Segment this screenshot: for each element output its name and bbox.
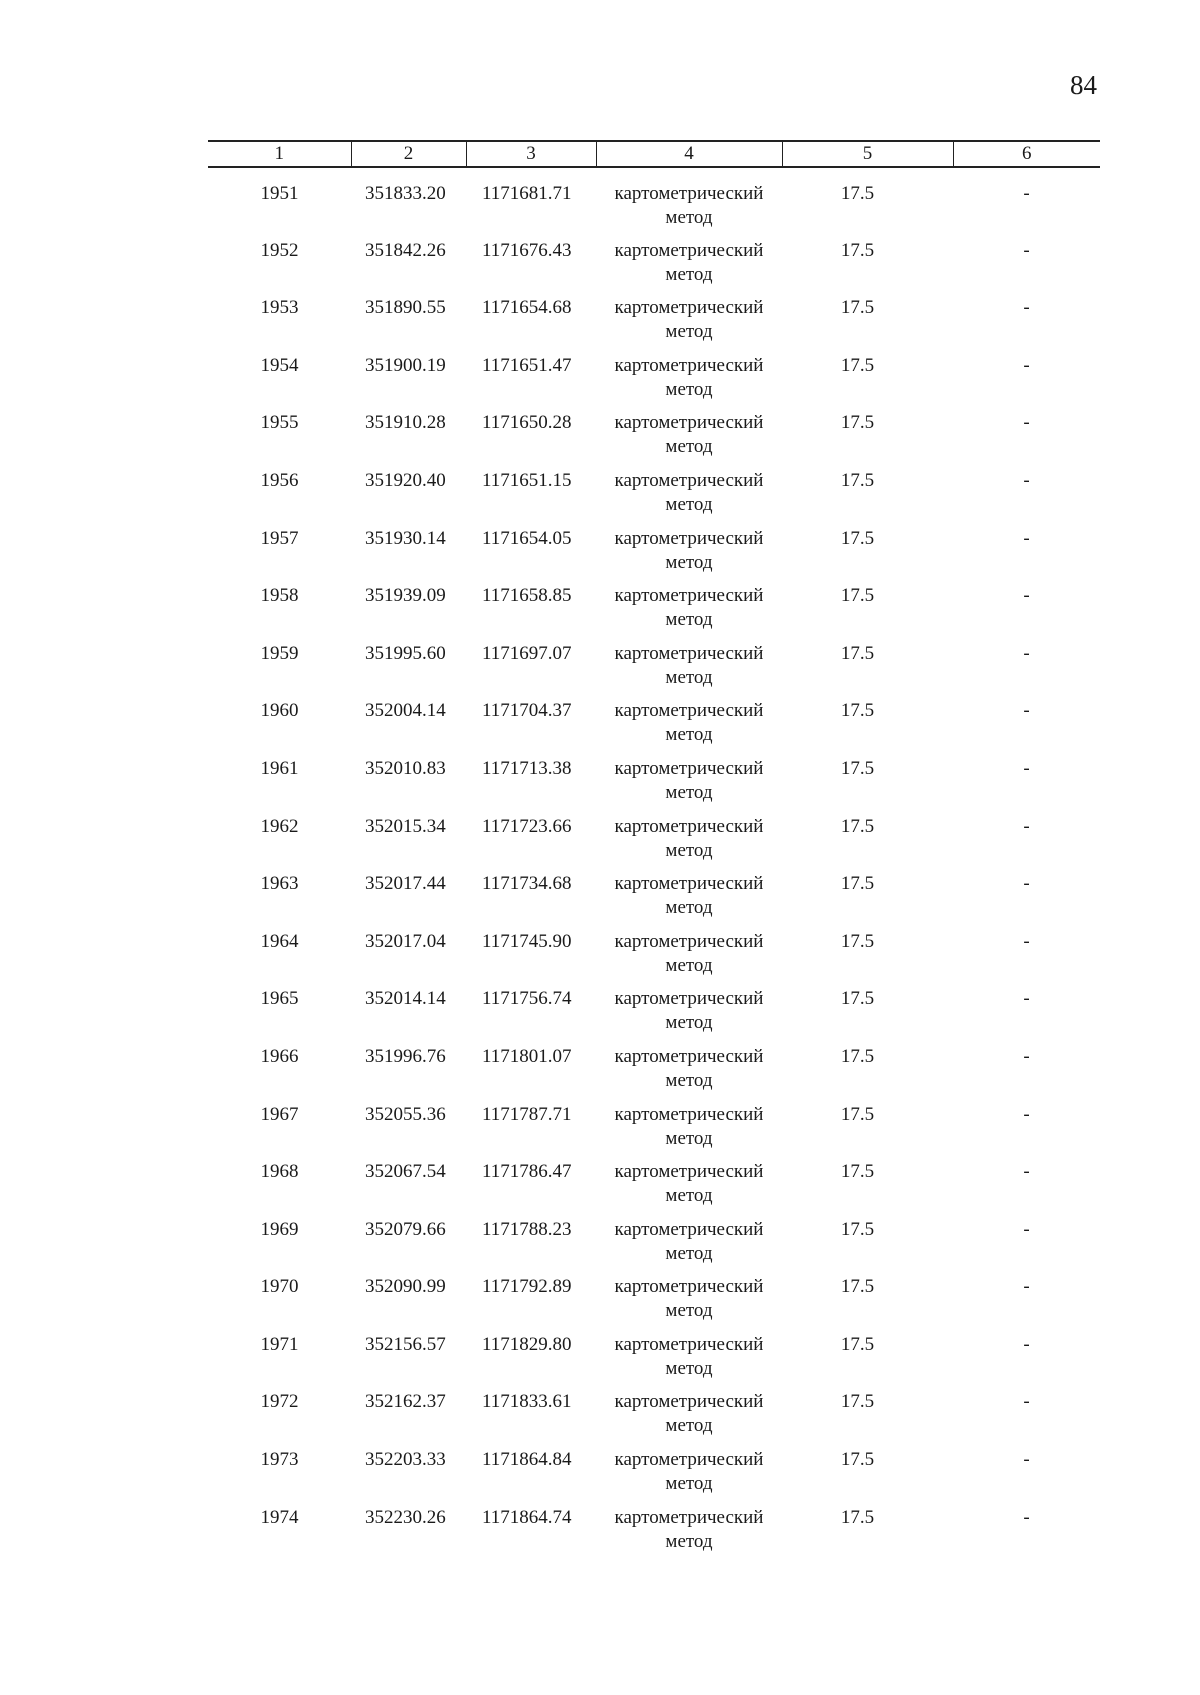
method-text-line1: картометрический xyxy=(614,1506,764,1528)
method-text-line2: метод xyxy=(665,1012,713,1034)
x-coordinate-cell: 351920.40 xyxy=(365,469,446,491)
y-coordinate-cell: 1171713.38 xyxy=(482,757,572,779)
y-coordinate-cell: 1171833.61 xyxy=(482,1391,572,1413)
accuracy-cell: 17.5 xyxy=(840,815,875,837)
point-number-cell: 1971 xyxy=(260,1333,299,1355)
accuracy-cell: 17.5 xyxy=(840,585,875,607)
method-cell xyxy=(596,1275,782,1333)
y-coordinate-cell: 1171864.74 xyxy=(482,1506,572,1528)
note-cell: - xyxy=(1023,297,1030,319)
accuracy-cell: 17.5 xyxy=(840,297,875,319)
method-text-line1: картометрический xyxy=(614,354,764,376)
header-row xyxy=(208,141,1100,167)
table-row xyxy=(208,1333,1100,1391)
method-cell xyxy=(596,167,782,239)
method-cell xyxy=(596,699,782,757)
point-number-cell: 1964 xyxy=(260,930,299,952)
x-coordinate-cell: 351995.60 xyxy=(365,642,446,664)
method-text-line1: картометрический xyxy=(614,183,764,204)
method-cell xyxy=(596,527,782,585)
y-coordinate-cell: 1171801.07 xyxy=(482,1045,572,1067)
method-text-line2: метод xyxy=(665,666,713,688)
x-coordinate-cell: 351833.20 xyxy=(365,183,446,204)
x-coordinate-cell: 352162.37 xyxy=(365,1391,446,1413)
accuracy-cell: 17.5 xyxy=(840,1161,875,1183)
point-number-cell: 1969 xyxy=(260,1218,299,1240)
method-cell xyxy=(596,296,782,354)
method-cell xyxy=(596,815,782,873)
accuracy-cell: 17.5 xyxy=(840,1449,875,1471)
x-coordinate-cell: 351939.09 xyxy=(365,585,446,607)
method-text-line1: картометрический xyxy=(614,988,764,1010)
note-cell: - xyxy=(1023,815,1030,837)
method-text-line1: картометрический xyxy=(614,1449,764,1471)
point-number-cell: 1967 xyxy=(260,1103,299,1125)
column-header-5: 5 xyxy=(782,141,953,167)
x-coordinate-cell: 352055.36 xyxy=(365,1103,446,1125)
note-cell: - xyxy=(1023,930,1030,952)
table-row xyxy=(208,757,1100,815)
method-cell xyxy=(596,1103,782,1161)
method-text-line1: картометрический xyxy=(614,469,764,491)
note-cell: - xyxy=(1023,1391,1030,1413)
note-cell: - xyxy=(1023,239,1030,261)
accuracy-cell: 17.5 xyxy=(840,183,875,204)
point-number-cell: 1972 xyxy=(260,1391,299,1413)
table-row xyxy=(208,1103,1100,1161)
table-row xyxy=(208,239,1100,297)
coordinates-table xyxy=(208,140,1100,1563)
method-text-line2: метод xyxy=(665,321,713,343)
method-cell xyxy=(596,642,782,700)
accuracy-cell: 17.5 xyxy=(840,1103,875,1125)
y-coordinate-cell: 1171658.85 xyxy=(482,585,572,607)
method-text-line1: картометрический xyxy=(614,1218,764,1240)
y-coordinate-cell: 1171650.28 xyxy=(482,412,572,434)
table-header xyxy=(208,141,1100,167)
method-text-line1: картометрический xyxy=(614,412,764,434)
y-coordinate-cell: 1171787.71 xyxy=(482,1103,572,1125)
x-coordinate-cell: 352004.14 xyxy=(365,700,446,722)
method-text-line2: метод xyxy=(665,609,713,631)
method-text-line1: картометрический xyxy=(614,1045,764,1067)
x-coordinate-cell: 351900.19 xyxy=(365,354,446,376)
point-number-cell: 1953 xyxy=(260,297,299,319)
note-cell: - xyxy=(1023,1506,1030,1528)
method-text-line1: картометрический xyxy=(614,930,764,952)
method-cell xyxy=(596,1506,782,1564)
x-coordinate-cell: 352230.26 xyxy=(365,1506,446,1528)
table-row xyxy=(208,411,1100,469)
x-coordinate-cell: 352079.66 xyxy=(365,1218,446,1240)
method-cell xyxy=(596,757,782,815)
table-row xyxy=(208,527,1100,585)
note-cell: - xyxy=(1023,873,1030,895)
column-header-3: 3 xyxy=(466,141,596,167)
method-text-line2: метод xyxy=(665,1357,713,1379)
method-cell xyxy=(596,469,782,527)
column-header-6: 6 xyxy=(953,141,1100,167)
method-text-line2: метод xyxy=(665,839,713,861)
method-text-line2: метод xyxy=(665,954,713,976)
point-number-cell: 1963 xyxy=(260,873,299,895)
method-cell xyxy=(596,584,782,642)
accuracy-cell: 17.5 xyxy=(840,1045,875,1067)
table-row xyxy=(208,1045,1100,1103)
x-coordinate-cell: 352017.44 xyxy=(365,873,446,895)
method-text-line1: картометрический xyxy=(614,1391,764,1413)
method-text-line1: картометрический xyxy=(614,873,764,895)
column-header-4: 4 xyxy=(596,141,782,167)
note-cell: - xyxy=(1023,527,1030,549)
x-coordinate-cell: 352014.14 xyxy=(365,988,446,1010)
y-coordinate-cell: 1171792.89 xyxy=(482,1276,572,1298)
method-cell xyxy=(596,411,782,469)
y-coordinate-cell: 1171681.71 xyxy=(482,183,572,204)
accuracy-cell: 17.5 xyxy=(840,988,875,1010)
point-number-cell: 1961 xyxy=(260,757,299,779)
method-cell xyxy=(596,1045,782,1103)
x-coordinate-cell: 352015.34 xyxy=(365,815,446,837)
note-cell: - xyxy=(1023,1045,1030,1067)
table-row xyxy=(208,167,1100,239)
y-coordinate-cell: 1171654.68 xyxy=(482,297,572,319)
y-coordinate-cell: 1171654.05 xyxy=(482,527,572,549)
x-coordinate-cell: 351890.55 xyxy=(365,297,446,319)
accuracy-cell: 17.5 xyxy=(840,1218,875,1240)
method-text-line2: метод xyxy=(665,1473,713,1495)
y-coordinate-cell: 1171651.47 xyxy=(482,354,572,376)
method-cell xyxy=(596,239,782,297)
y-coordinate-cell: 1171829.80 xyxy=(482,1333,572,1355)
table-row xyxy=(208,1218,1100,1276)
method-text-line1: картометрический xyxy=(614,239,764,261)
method-cell xyxy=(596,1160,782,1218)
accuracy-cell: 17.5 xyxy=(840,1276,875,1298)
method-text-line2: метод xyxy=(665,1242,713,1264)
method-text-line2: метод xyxy=(665,1127,713,1149)
x-coordinate-cell: 352203.33 xyxy=(365,1449,446,1471)
x-coordinate-cell: 351910.28 xyxy=(365,412,446,434)
point-number-cell: 1952 xyxy=(260,239,299,261)
table-row xyxy=(208,354,1100,412)
accuracy-cell: 17.5 xyxy=(840,700,875,722)
point-number-cell: 1954 xyxy=(260,354,299,376)
method-cell xyxy=(596,354,782,412)
x-coordinate-cell: 351930.14 xyxy=(365,527,446,549)
y-coordinate-cell: 1171704.37 xyxy=(482,700,572,722)
y-coordinate-cell: 1171723.66 xyxy=(482,815,572,837)
method-text-line2: метод xyxy=(665,1300,713,1322)
table-body xyxy=(208,167,1100,1563)
point-number-cell: 1970 xyxy=(260,1276,299,1298)
accuracy-cell: 17.5 xyxy=(840,527,875,549)
method-cell xyxy=(596,1448,782,1506)
point-number-cell: 1973 xyxy=(260,1449,299,1471)
accuracy-cell: 17.5 xyxy=(840,757,875,779)
method-text-line1: картометрический xyxy=(614,585,764,607)
method-text-line1: картометрический xyxy=(614,297,764,319)
accuracy-cell: 17.5 xyxy=(840,354,875,376)
method-text-line2: метод xyxy=(665,1530,713,1552)
x-coordinate-cell: 352156.57 xyxy=(365,1333,446,1355)
y-coordinate-cell: 1171676.43 xyxy=(482,239,572,261)
x-coordinate-cell: 351842.26 xyxy=(365,239,446,261)
table-row xyxy=(208,1448,1100,1506)
column-header-1: 1 xyxy=(208,141,351,167)
accuracy-cell: 17.5 xyxy=(840,642,875,664)
table-row xyxy=(208,1390,1100,1448)
table-row xyxy=(208,469,1100,527)
method-cell xyxy=(596,872,782,930)
y-coordinate-cell: 1171788.23 xyxy=(482,1218,572,1240)
method-text-line1: картометрический xyxy=(614,1103,764,1125)
method-text-line2: метод xyxy=(665,263,713,285)
point-number-cell: 1966 xyxy=(260,1045,299,1067)
accuracy-cell: 17.5 xyxy=(840,873,875,895)
method-text-line2: метод xyxy=(665,1185,713,1207)
x-coordinate-cell: 351996.76 xyxy=(365,1045,446,1067)
table-row xyxy=(208,1506,1100,1564)
note-cell: - xyxy=(1023,183,1030,204)
table-row xyxy=(208,815,1100,873)
method-text-line1: картометрический xyxy=(614,527,764,549)
x-coordinate-cell: 352090.99 xyxy=(365,1276,446,1298)
table-row xyxy=(208,699,1100,757)
method-text-line2: метод xyxy=(665,436,713,458)
accuracy-cell: 17.5 xyxy=(840,1391,875,1413)
note-cell: - xyxy=(1023,585,1030,607)
point-number-cell: 1974 xyxy=(260,1506,299,1528)
note-cell: - xyxy=(1023,757,1030,779)
point-number-cell: 1955 xyxy=(260,412,299,434)
method-text-line2: метод xyxy=(665,897,713,919)
accuracy-cell: 17.5 xyxy=(840,930,875,952)
accuracy-cell: 17.5 xyxy=(840,412,875,434)
note-cell: - xyxy=(1023,1218,1030,1240)
method-text-line2: метод xyxy=(665,207,713,228)
method-text-line2: метод xyxy=(665,378,713,400)
y-coordinate-cell: 1171864.84 xyxy=(482,1449,572,1471)
point-number-cell: 1956 xyxy=(260,469,299,491)
note-cell: - xyxy=(1023,1161,1030,1183)
note-cell: - xyxy=(1023,469,1030,491)
x-coordinate-cell: 352067.54 xyxy=(365,1161,446,1183)
method-text-line1: картометрический xyxy=(614,1333,764,1355)
y-coordinate-cell: 1171786.47 xyxy=(482,1161,572,1183)
y-coordinate-cell: 1171697.07 xyxy=(482,642,572,664)
point-number-cell: 1957 xyxy=(260,527,299,549)
table-row xyxy=(208,584,1100,642)
table-row xyxy=(208,296,1100,354)
point-number-cell: 1960 xyxy=(260,700,299,722)
page-number: 84 xyxy=(1070,70,1097,100)
method-cell xyxy=(596,987,782,1045)
table-row xyxy=(208,1160,1100,1218)
method-text-line1: картометрический xyxy=(614,815,764,837)
table-row xyxy=(208,872,1100,930)
note-cell: - xyxy=(1023,1276,1030,1298)
method-text-line2: метод xyxy=(665,551,713,573)
table-row xyxy=(208,642,1100,700)
accuracy-cell: 17.5 xyxy=(840,469,875,491)
method-text-line2: метод xyxy=(665,724,713,746)
point-number-cell: 1965 xyxy=(260,988,299,1010)
y-coordinate-cell: 1171734.68 xyxy=(482,873,572,895)
method-text-line2: метод xyxy=(665,1415,713,1437)
table-row xyxy=(208,930,1100,988)
point-number-cell: 1951 xyxy=(260,183,299,204)
method-cell xyxy=(596,1390,782,1448)
accuracy-cell: 17.5 xyxy=(840,1333,875,1355)
point-number-cell: 1959 xyxy=(260,642,299,664)
method-text-line2: метод xyxy=(665,493,713,515)
method-text-line2: метод xyxy=(665,1069,713,1091)
y-coordinate-cell: 1171651.15 xyxy=(482,469,572,491)
method-text-line1: картометрический xyxy=(614,757,764,779)
table-row xyxy=(208,1275,1100,1333)
column-header-2: 2 xyxy=(351,141,466,167)
note-cell: - xyxy=(1023,412,1030,434)
x-coordinate-cell: 352017.04 xyxy=(365,930,446,952)
y-coordinate-cell: 1171745.90 xyxy=(482,930,572,952)
note-cell: - xyxy=(1023,988,1030,1010)
method-text-line1: картометрический xyxy=(614,1161,764,1183)
method-cell xyxy=(596,1218,782,1276)
note-cell: - xyxy=(1023,354,1030,376)
note-cell: - xyxy=(1023,1333,1030,1355)
method-text-line1: картометрический xyxy=(614,642,764,664)
method-text-line1: картометрический xyxy=(614,1276,764,1298)
method-cell xyxy=(596,1333,782,1391)
accuracy-cell: 17.5 xyxy=(840,239,875,261)
note-cell: - xyxy=(1023,1103,1030,1125)
point-number-cell: 1958 xyxy=(260,585,299,607)
method-text-line2: метод xyxy=(665,781,713,803)
note-cell: - xyxy=(1023,1449,1030,1471)
method-cell xyxy=(596,930,782,988)
point-number-cell: 1962 xyxy=(260,815,299,837)
x-coordinate-cell: 352010.83 xyxy=(365,757,446,779)
point-number-cell: 1968 xyxy=(260,1161,299,1183)
note-cell: - xyxy=(1023,700,1030,722)
y-coordinate-cell: 1171756.74 xyxy=(482,988,572,1010)
accuracy-cell: 17.5 xyxy=(840,1506,875,1528)
table-row xyxy=(208,987,1100,1045)
note-cell: - xyxy=(1023,642,1030,664)
method-text-line1: картометрический xyxy=(614,700,764,722)
